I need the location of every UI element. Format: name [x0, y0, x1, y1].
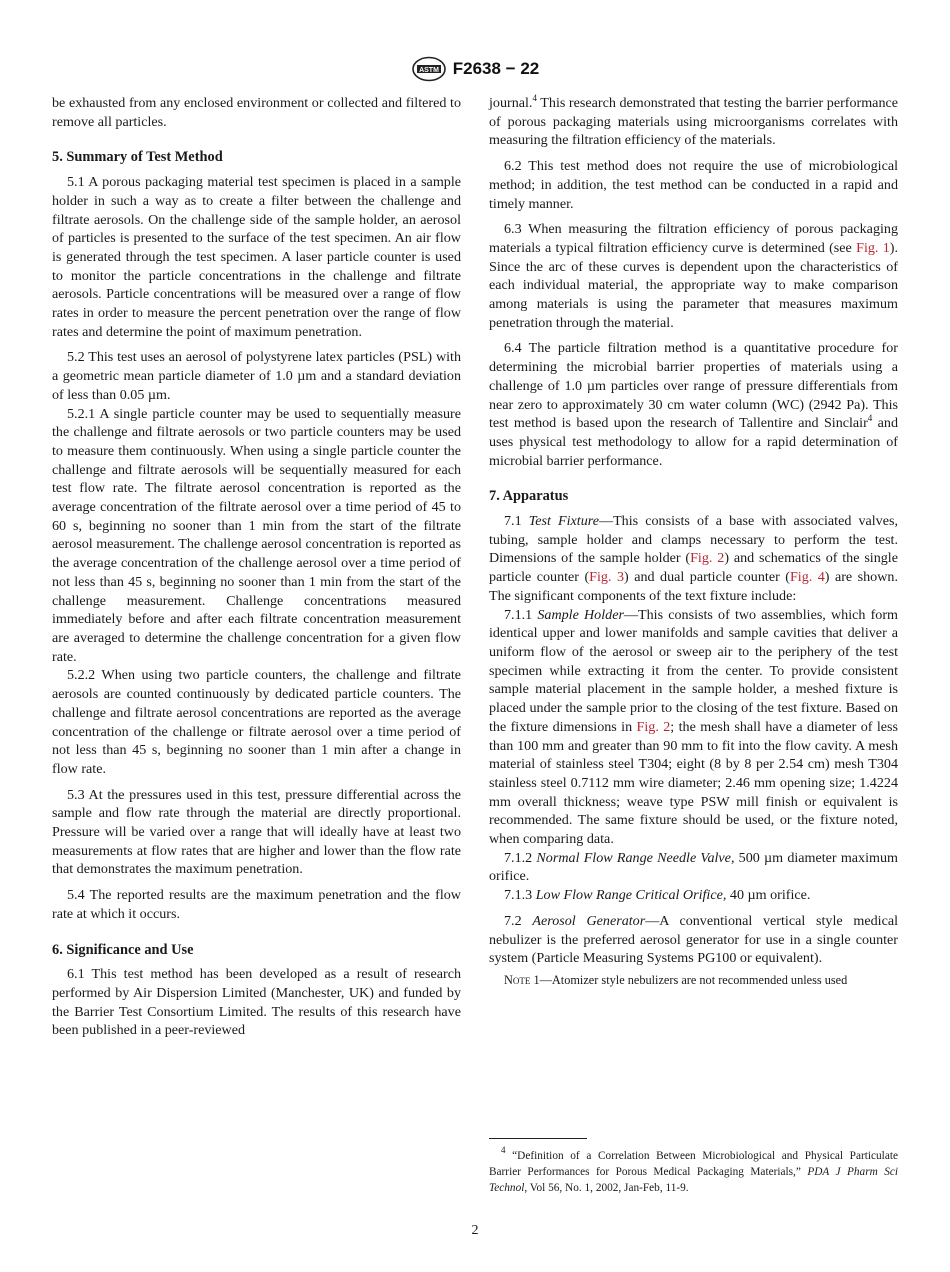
paragraph-6-4: 6.4 The particle filtration method is a quantitative procedure for determining the microbial barrier properties of materials using a challenge of 1.0 µm particles over range of pressure differentials from near zero to approximately 30 cm water column (WC) (2942 Pa). This test method is based upon the research of Tallentire and Sinclair$^4$ and uses physical test methodology to allow for a rapid determination of microbial barrier performance. — [489, 340, 898, 469]
right-column — [489, 94, 898, 988]
paragraph-5-2-1: 5.2.1 A single particle counter may be used to sequentially measure the challenge and filtrate aerosols or two particle counters may be used to measure them continuously. When using a single particle counter the challenge and filtrate aerosols will be sequentially measured for each test flow rate. The filtrate aerosol concentration is reported as the average concentration of the filtrate aerosol over a time period of 45 to 60 s, beginning no sooner than 1 min from the start of the filtrate aerosol measurement. The challenge aerosol concentration is reported as the average concentration of the challenge aerosol over a time period of not less than 45 s, beginning no sooner than 1 min from the start of the challenge measurement. Challenge concentrations measured immediately before and after each filtrate concentration measurement are averaged to determine the challenge concentration for a given flow rate. — [52, 405, 461, 665]
paragraph-7-1-3: 7.1.3 Low Flow Range Critical Orifice, 40 µm orifice. — [504, 887, 811, 904]
fig-2-link[interactable]: Fig. 2 — [636, 718, 671, 735]
paragraph-7-1-2: 7.1.2 Normal Flow Range Needle Valve, 500 µm diameter maximum orifice. — [489, 849, 898, 885]
astm-logo-icon — [411, 56, 447, 82]
footnote-ref[interactable]: 4 — [867, 413, 873, 424]
paragraph-6-1-continued: journal.$^4$ This research demonstrated that testing the barrier performance of porous packaging materials using microorganisms correlates with measuring the filtration efficiency of the materials. — [489, 93, 898, 149]
paragraph-6-1: 6.1 This test method has been developed as a result of research performed by Air Dispersion Limited (Manchester, UK) and funded by the Barrier Test Consortium Limited. The results of this research have been published in a peer-reviewed — [52, 966, 461, 1039]
paragraph-5-3: 5.3 At the pressures used in this test, pressure differential across the sample and flow rate through the material are directly proportional. Pressure will be varied over a range that will ideally have at least two measurements at flow rates that are higher and lower than the flow rate that demonstrates the maximum penetration. — [52, 786, 461, 878]
fig-2-link[interactable]: Fig. 2 — [690, 550, 725, 567]
section-5-heading: 5. Summary of Test Method — [52, 149, 223, 166]
fig-1-link[interactable]: Fig. 1 — [856, 239, 890, 256]
section-7-heading: 7. Apparatus — [489, 488, 569, 505]
standard-number: F2638 − 22 — [452, 59, 540, 78]
paragraph-5-2: 5.2 This test uses an aerosol of polystyrene latex particles (PSL) with a geometric mean particle diameter of 1.0 µm and a standard deviation of less than 0.05 µm. — [52, 349, 461, 403]
fig-3-link[interactable]: Fig. 3 — [589, 569, 625, 586]
paragraph-7-2: 7.2 Aerosol Generator—A conventional vertical style medical nebulizer is the preferred aerosol generator for use in a single counter system (Particle Measuring Systems PG100 or equivalent). — [489, 912, 898, 967]
page-header — [0, 56, 950, 82]
paragraph-5-4: 5.4 The reported results are the maximum penetration and the flow rate at which it occurs. — [52, 887, 461, 922]
page-number: 2 — [471, 1223, 479, 1238]
paragraph-7-1: 7.1 Test Fixture—This consists of a base with associated valves, tubing, sample holder and clamps necessary to perform the test. Dimensions of the sample holder (Fig. 2) and schematics of the single particle counter (Fig. 3) and dual particle counter (Fig. 4) are shown. The significant components of the text fixture include: — [489, 513, 898, 604]
footnote-ref[interactable]: 4 — [532, 93, 537, 103]
svg-text:ASTM: ASTM — [418, 67, 439, 74]
footnote-4: $^4$ “Definition of a Correlation Between Microbiological and Physical Particulate Barrier Performances for Porous Medical Packaging Materials,” PDA J Pharm Sci Technol, Vol 56, No. 1, 2002, Jan-Feb, 11-9. — [489, 1145, 898, 1194]
paragraph-6-2: 6.2 This test method does not require the use of microbiological method; in addition, the test method can be conducted in a rapid and timely manner. — [489, 158, 898, 212]
fig-4-link[interactable]: Fig. 4 — [789, 569, 825, 586]
footnote-divider — [489, 1138, 587, 1139]
paragraph-5-2-2: 5.2.2 When using two particle counters, the challenge and filtrate aerosols are counted continuously by dedicated particle counters. The challenge and filtrate aerosol concentrations are reported as the average concentration of the challenge or filtrate aerosol over a time period of not less than 45 s, beginning no sooner than 1 min after a change in flow rate. — [52, 667, 461, 777]
paragraph-6-3: 6.3 When measuring the filtration efficiency of porous packaging materials a typical filtration efficiency curve is determined (see Fig. 1). Since the arc of these curves is dependent upon the characteristics of each individual material, the appropriate way to make comparison among materials is using the parameter that measures maximum penetration through the material. — [489, 221, 898, 331]
paragraph-7-1-1: 7.1.1 Sample Holder—This consists of two assemblies, which form identical upper and lower manifolds and sample cavities that deliver a uniform flow of the aerosol or sweep air to the periphery of the test specimen while extracting it from the center. To provide consistent sample material placement in the sample holder, a meshed fixture is placed under the sample prior to the closing of the test fixture. Based on the fixture dimensions in Fig. 2; the mesh shall have a diameter of less than 100 mm and greater than 90 mm to fit into the flow cavity. A mesh material of stainless steel T304; eight (8 by 8 per 2.54 cm) mesh T304 stainless steel 0.7112 mm wire diameter; 2.46 mm opening size; 1.4224 mm overall thickness; weave type PSW mill finish or equivalent is recommended. The same fixture should be used, or the fixture noted, when comparing data. — [489, 606, 898, 848]
section-6-heading: 6. Significance and Use — [52, 941, 194, 958]
left-column — [52, 94, 461, 1040]
note-1: Note 1—Atomizer style nebulizers are not recommended unless used — [504, 972, 848, 987]
intro-paragraph: be exhausted from any enclosed environment or collected and filtered to remove all particles. — [52, 95, 461, 130]
paragraph-5-1: 5.1 A porous packaging material test specimen is placed in a sample holder in such a way as to create a filter between the challenge and filtrate aerosols. On the challenge side of the sample holder, an aerosol of particles is presented to the surface of the test specimen. An air flow is generated through the test specimen. A laser particle counter is used to monitor the particle concentrations in the challenge and filtrate aerosols. Particle concentrations will be measured over a range of flow rates in order to measure the percent penetration over the range of flow rates and determine the point of maximum penetration. — [52, 174, 461, 340]
